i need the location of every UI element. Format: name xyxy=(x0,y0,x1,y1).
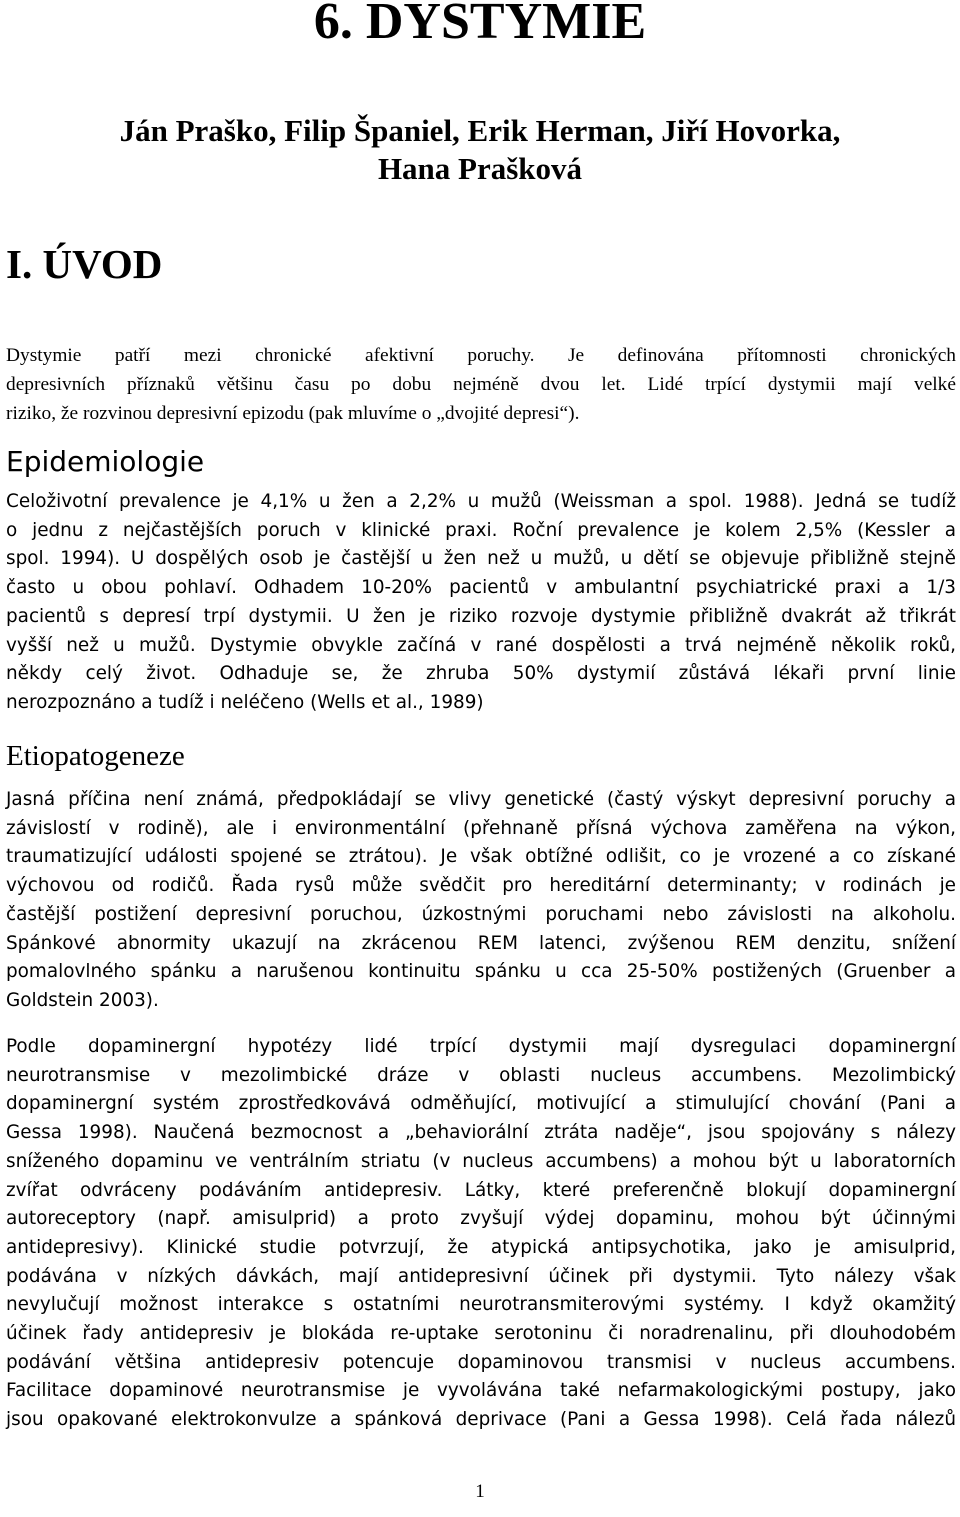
text-line: někdy celý život. Odhaduje se, že zhruba 50% dystymií zůstává lékaři první linie xyxy=(6,663,956,685)
text-line: jsou opakované elektrokonvulze a spánková deprivace (Pani a Gessa 1998). Celá řada nálezů xyxy=(6,1409,956,1431)
intro-paragraph xyxy=(6,341,956,428)
text-line: podávána v nízkých dávkách, mají antidepresivní účinek při dystymii. Tyto nálezy však xyxy=(6,1265,956,1287)
text-line: pacientů s depresí trpí dystymii. U žen je riziko rozvoje dystymie přibližně dvakrát až třikrát xyxy=(6,605,956,627)
text-line: dopaminergní systém zprostředkovává odměňující, motivující a stimulující chování (Pani a xyxy=(6,1093,956,1115)
text-line: nerozpoznáno a tudíž i neléčeno (Wells et al., 1989) xyxy=(6,691,484,713)
text-line: o jednu z nejčastějších poruch v klinické praxi. Roční prevalence je kolem 2,5% (Kessler a xyxy=(6,519,956,541)
text-line: účinek řady antidepresiv je blokáda re-uptake serotoninu či noradrenalinu, při dlouhodobém xyxy=(6,1323,956,1345)
author-list xyxy=(0,112,960,188)
etiopathogenesis-paragraph xyxy=(6,786,956,1016)
text-line: antidepresivy). Klinické studie potvrzují, že atypická antipsychotika, jako je amisulprid, xyxy=(6,1236,956,1258)
text-line: Dystymie patří mezi chronické afektivní poruchy. Je definována přítomnosti chronických xyxy=(6,345,956,366)
text-line: traumatizující události spojené se ztrátou). Je však obtížné odlišit, co je vrozené a co získané xyxy=(6,846,956,868)
text-line: pomalovlného spánku a narušenou kontinuitu spánku u cca 25-50% postižených (Gruenber a xyxy=(6,961,956,983)
text-line: často u obou pohlaví. Odhadem 10-20% pacientů v ambulantní psychiatrické praxi a 1/3 xyxy=(6,577,956,599)
text-line: Jasná příčina není známá, předpokládají se vlivy genetické (častý výskyt depresivní poruchy a xyxy=(6,789,956,810)
epidemiology-heading: Epidemiologie xyxy=(6,445,205,478)
page-number: 1 xyxy=(475,1481,485,1502)
text-line: nevylučují možnost interakce s ostatními neurotransmiterovými systémy. I když okamžitý xyxy=(6,1294,956,1316)
text-line: autoreceptory (např. amisulprid) a proto zvyšují výdej dopaminu, mohou být účinnými xyxy=(6,1208,956,1230)
author-line-1: Ján Praško, Filip Španiel, Erik Herman, Jiří Hovorka, xyxy=(119,113,841,148)
text-line: vyšší než u mužů. Dystymie obvykle začíná v rané dospělosti a trvá nejméně několik roků, xyxy=(6,634,956,656)
text-line: sníženého dopaminu ve ventrálním striatu (v nucleus accumbens) a mohou být u laboratorních xyxy=(6,1150,956,1172)
text-line: Celoživotní prevalence je 4,1% u žen a 2,2% u mužů (Weissman a spol. 1988). Jedná se tudíž xyxy=(6,491,956,512)
epidemiology-paragraph xyxy=(6,488,956,718)
author-line-2: Hana Prašková xyxy=(377,151,583,186)
text-line: Gessa 1998). Naučená bezmocnost a „behaviorální ztráta naděje“, jsou spojovány s nálezy xyxy=(6,1122,956,1144)
text-line: depresivních příznaků většinu času po dobu nejméně dvou let. Lidé trpící dystymii mají velké xyxy=(6,374,956,395)
text-line: Podle dopaminergní hypotézy lidé trpící dystymii mají dysregulaci dopaminergní xyxy=(6,1036,956,1057)
text-line: neurotransmise v mezolimbické dráze v oblasti nucleus accumbens. Mezolimbický xyxy=(6,1064,956,1086)
text-line: podávání většina antidepresiv potencuje dopaminovou transmisi v nucleus accumbens. xyxy=(6,1351,956,1373)
text-line: Goldstein 2003). xyxy=(6,989,159,1011)
chapter-title: 6. DYSTYMIE xyxy=(313,0,647,50)
text-line: závislostí v rodině), ale i environmentální (přehnaně přísná výchova zaměřena na výkon, xyxy=(6,817,956,839)
etiopathogenesis-heading: Etiopatogeneze xyxy=(6,740,185,772)
dopamine-paragraph xyxy=(6,1033,956,1435)
text-line: častější postižení depresivní poruchou, úzkostnými poruchami nebo závislosti na alkoholu. xyxy=(6,903,956,925)
text-line: výchovou od rodičů. Řada rysů může svědčit pro hereditární determinanty; v rodinách je xyxy=(6,875,956,897)
text-line: Facilitace dopaminové neurotransmise je vyvolávána také nefarmakologickými postupy, jako xyxy=(6,1380,956,1402)
text-line: zvířat odvráceny podáváním antidepresiv. Látky, které preferenčně blokují dopaminergní xyxy=(6,1179,956,1201)
text-line: Spánkové abnormity ukazují na zkrácenou REM latenci, zvýšenou REM denzitu, snížení xyxy=(6,932,956,954)
text-line: riziko, že rozvinou depresivní epizodu (pak mluvíme o „dvojité depresi“). xyxy=(6,403,580,424)
text-line: spol. 1994). U dospělých osob je častější u žen než u mužů, u dětí se objevuje přibližně stejně xyxy=(6,548,956,570)
section-title: I. ÚVOD xyxy=(6,241,163,287)
